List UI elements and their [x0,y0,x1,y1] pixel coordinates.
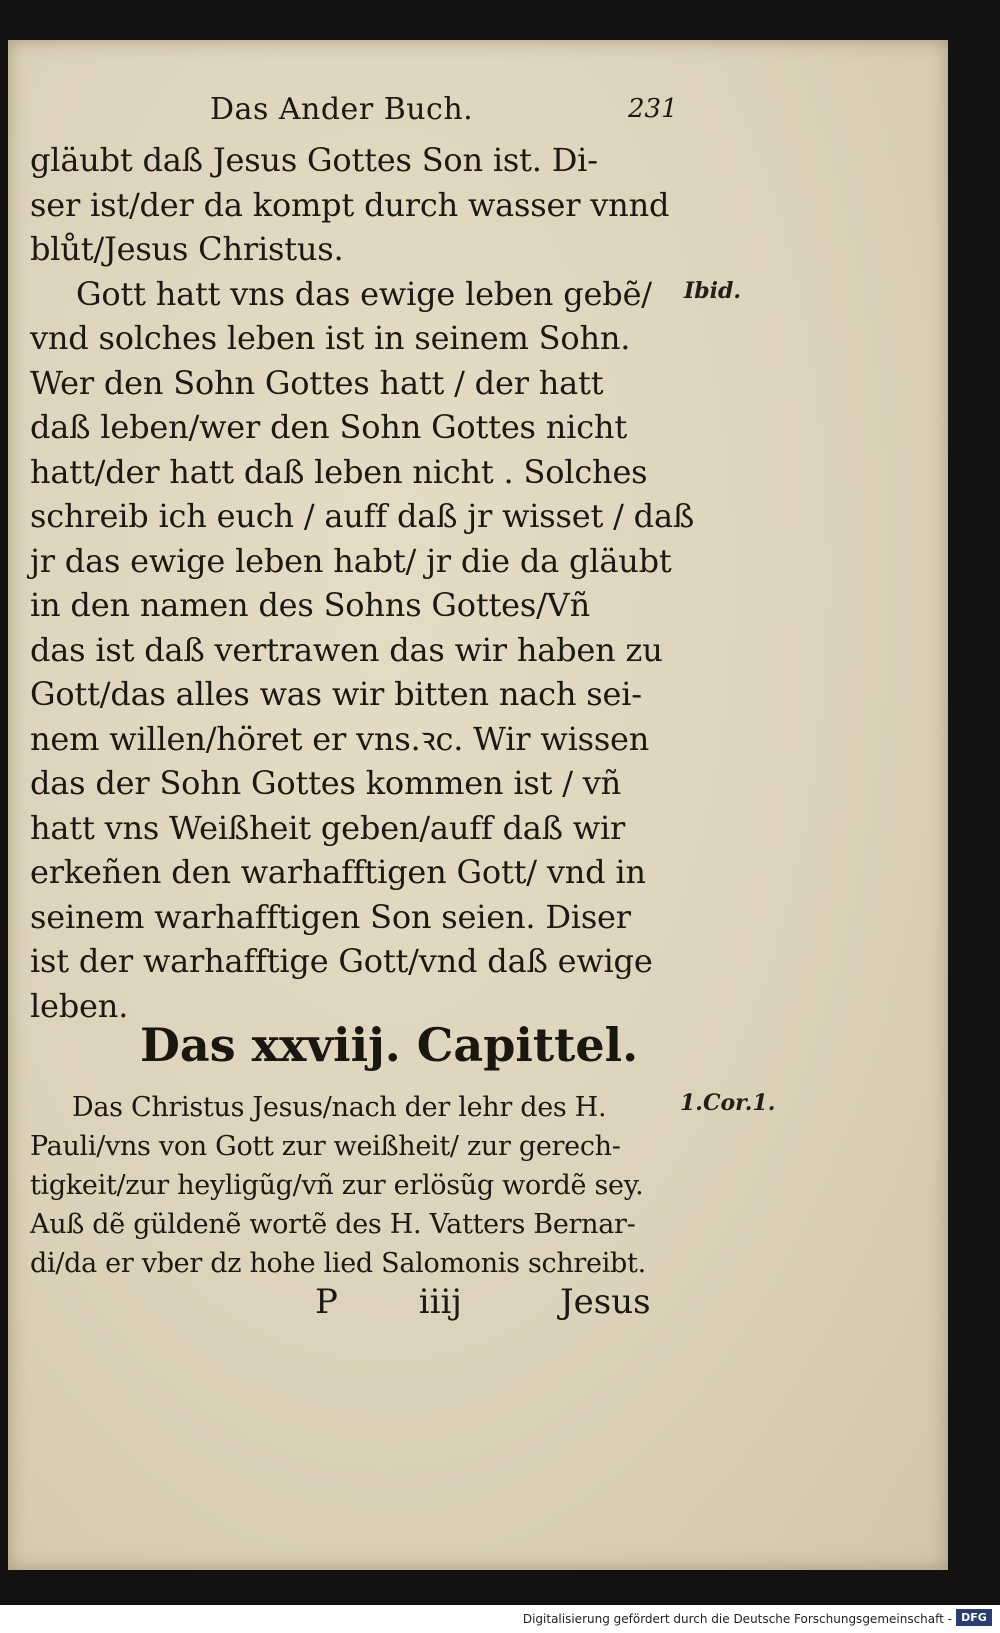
margin-note-cor: 1.Cor.1. [680,1090,776,1116]
main-text [30,138,694,1028]
text-line: daß leben/wer den Sohn Gottes nicht [30,408,627,446]
text-line: Wer den Sohn Gottes hatt / der hatt [30,363,604,402]
summary-line: Pauli/vns von Gott zur weißheit/ zur gerech- [30,1131,621,1162]
text-line: blůt/Jesus Christus. [30,230,344,268]
text-line: ser ist/der da kompt durch wasser vnnd [30,185,670,224]
summary-line: di/da er vber dz hohe lied Salomonis schreibt. [30,1248,646,1279]
page-header [30,92,680,132]
margin-note-ibid: Ibid. [684,278,742,304]
text-line: hatt vns Weißheit geben/auff daß wir [30,808,626,847]
text-line: leben. [30,986,129,1025]
catchword: Jesus [560,1282,651,1322]
text-line: Gott hatt vns das ewige leben gebẽ/ [76,274,652,313]
running-head: Das Ander Buch. [210,92,474,127]
text-line: das der Sohn Gottes kommen ist / vñ [30,764,622,802]
text-line: hatt/der hatt daß leben nicht . Solches [30,452,648,491]
signature-letter: P [315,1282,338,1322]
text-line: jr das ewige leben habt/ jr die da gläubt [30,541,672,580]
text-line: erkeñen den warhafftigen Gott/ vnd in [30,853,646,891]
summary-line: Das Christus Jesus/nach der lehr des H. [72,1092,607,1123]
text-line: seinem warhafftigen Son seien. Diser [30,897,631,936]
text-line: schreib ich euch / auff daß jr wisset / daß [30,497,694,535]
summary-line: tigkeit/zur heyligũg/vñ zur erlösũg wordẽ sey. [30,1170,644,1201]
dfg-logo: DFG [956,1609,992,1626]
page-number: 231 [628,94,678,124]
signature-mark [315,1282,462,1322]
chapter-title: Das xxviij. Capittel. [140,1018,639,1072]
text-line: in den namen des Sohns Gottes/Vñ [30,586,590,624]
text-line: ist der warhafftige Gott/vnd daß ewige [30,942,653,980]
signature-number: iiij [418,1282,462,1322]
text-line: das ist daß vertrawen das wir haben zu [30,630,663,669]
text-line: gläubt daß Jesus Gottes Son ist. Di- [30,141,598,179]
text-line: vnd solches leben ist in seinem Sohn. [30,319,631,357]
chapter-summary [30,1088,680,1283]
text-line: Gott/das alles was wir bitten nach sei- [30,675,642,713]
summary-line: Auß dẽ güldenẽ wortẽ des H. Vatters Bernar- [30,1209,636,1240]
digitization-credit: Digitalisierung gefördert durch die Deutsche Forschungsgemeinschaft - [522,1612,952,1626]
text-line: nem willen/höret er vns.ꝛc. Wir wissen [30,719,650,758]
